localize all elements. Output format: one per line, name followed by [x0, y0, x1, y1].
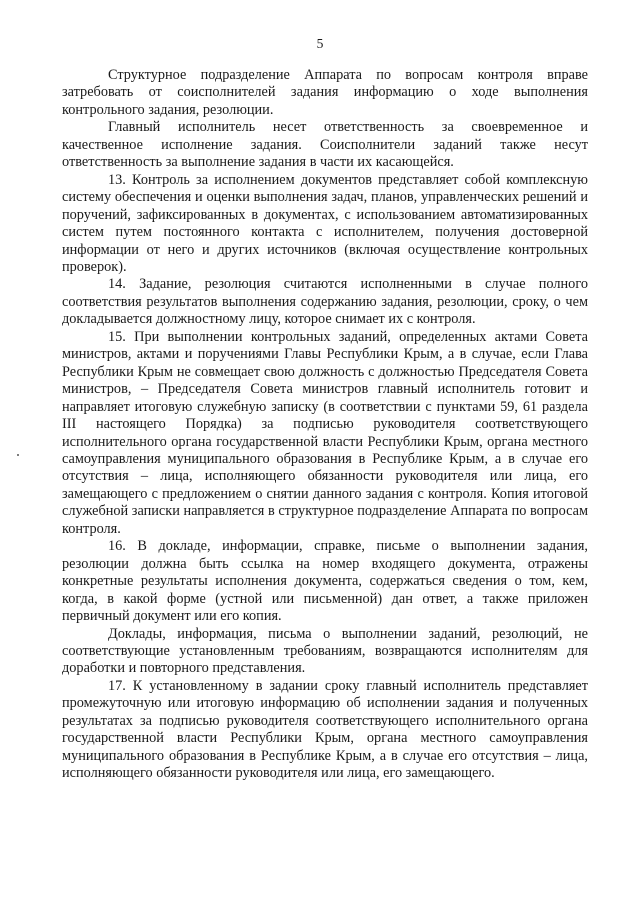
paragraph-control-request: Структурное подразделение Аппарата по вопросам контроля вправе затребовать от соисполнителей задания информацию о ходе выполнения контрольного задания, резолюции. [62, 67, 588, 118]
paragraph-item-15: 15. При выполнении контрольных заданий, определенных актами Совета министров, актами и поручениями Главы Республики Крым, а в случае, если Глава Республики Крым не совмещает свою должность с должностью Председателя Совета министров, – Председателя Совета министров главный исполнитель готовит и направляет итоговую служебную записку (в соответствии с пунктами 59, 61 раздела III настоящего Порядка) за подписью руководителя соответствующего исполнительного органа государственной власти Республики Крым, органа местного самоуправления муниципального образования в Республике Крым, а в случае его отсутствия – лица, исполняющего обязанности руководителя или лица, его замещающего с предложением о снятии данного задания с контроля. Копия итоговой служебной записки направляется в структурное подразделение Аппарата по вопросам контроля. [62, 328, 588, 537]
paragraph-item-16: 16. В докладе, информации, справке, письме о выполнении задания, резолюции должна быть ссылка на номер входящего документа, отражены конкретные результаты исполнения документа, содержаться сведения о том, кем, когда, в какой форме (устной или письменной) дан ответ, а также приложен первичный документ или его копия. [62, 538, 588, 625]
margin-mark [17, 454, 19, 456]
paragraph-item-13: 13. Контроль за исполнением документов представляет собой комплексную систему обеспечения и оценки выполнения задач, планов, управленческих решений и поручений, зафиксированных в документах, с использованием автоматизированных систем путем постоянного контакта с исполнителем, получения достоверной информации от него и других источников (включая осуществление контрольных проверок). [62, 171, 588, 275]
paragraph-item-14: 14. Задание, резолюция считаются исполненными в случае полного соответствия результатов выполнения содержанию задания, резолюции, сроку, о чем докладывается должностному лицу, которое снимает их с контроля. [62, 276, 588, 328]
paragraph-item-17: 17. К установленному в задании сроку главный исполнитель представляет промежуточную или итоговую информацию об исполнении задания и полученных результатах за подписью руководителя соответствующего исполнительного органа государственной власти Республики Крым, органа местного самоуправления муниципального образования в Республике Крым, а в случае его отсутствия – лица, исполняющего обязанности руководителя или лица, его замещающего. [62, 677, 588, 782]
paragraph-responsibility: Главный исполнитель несет ответственность за своевременное и качественное исполнение задания. Соисполнители заданий также несут ответственность за выполнение задания в части их касающейся. [62, 119, 588, 171]
page-number: 5 [316, 36, 324, 51]
document-body [62, 67, 588, 783]
paragraph-reports-returned: Доклады, информация, письма о выполнении заданий, резолюций, не соответствующие установленным требованиям, возвращаются исполнителям для доработки и повторного представления. [62, 625, 588, 677]
